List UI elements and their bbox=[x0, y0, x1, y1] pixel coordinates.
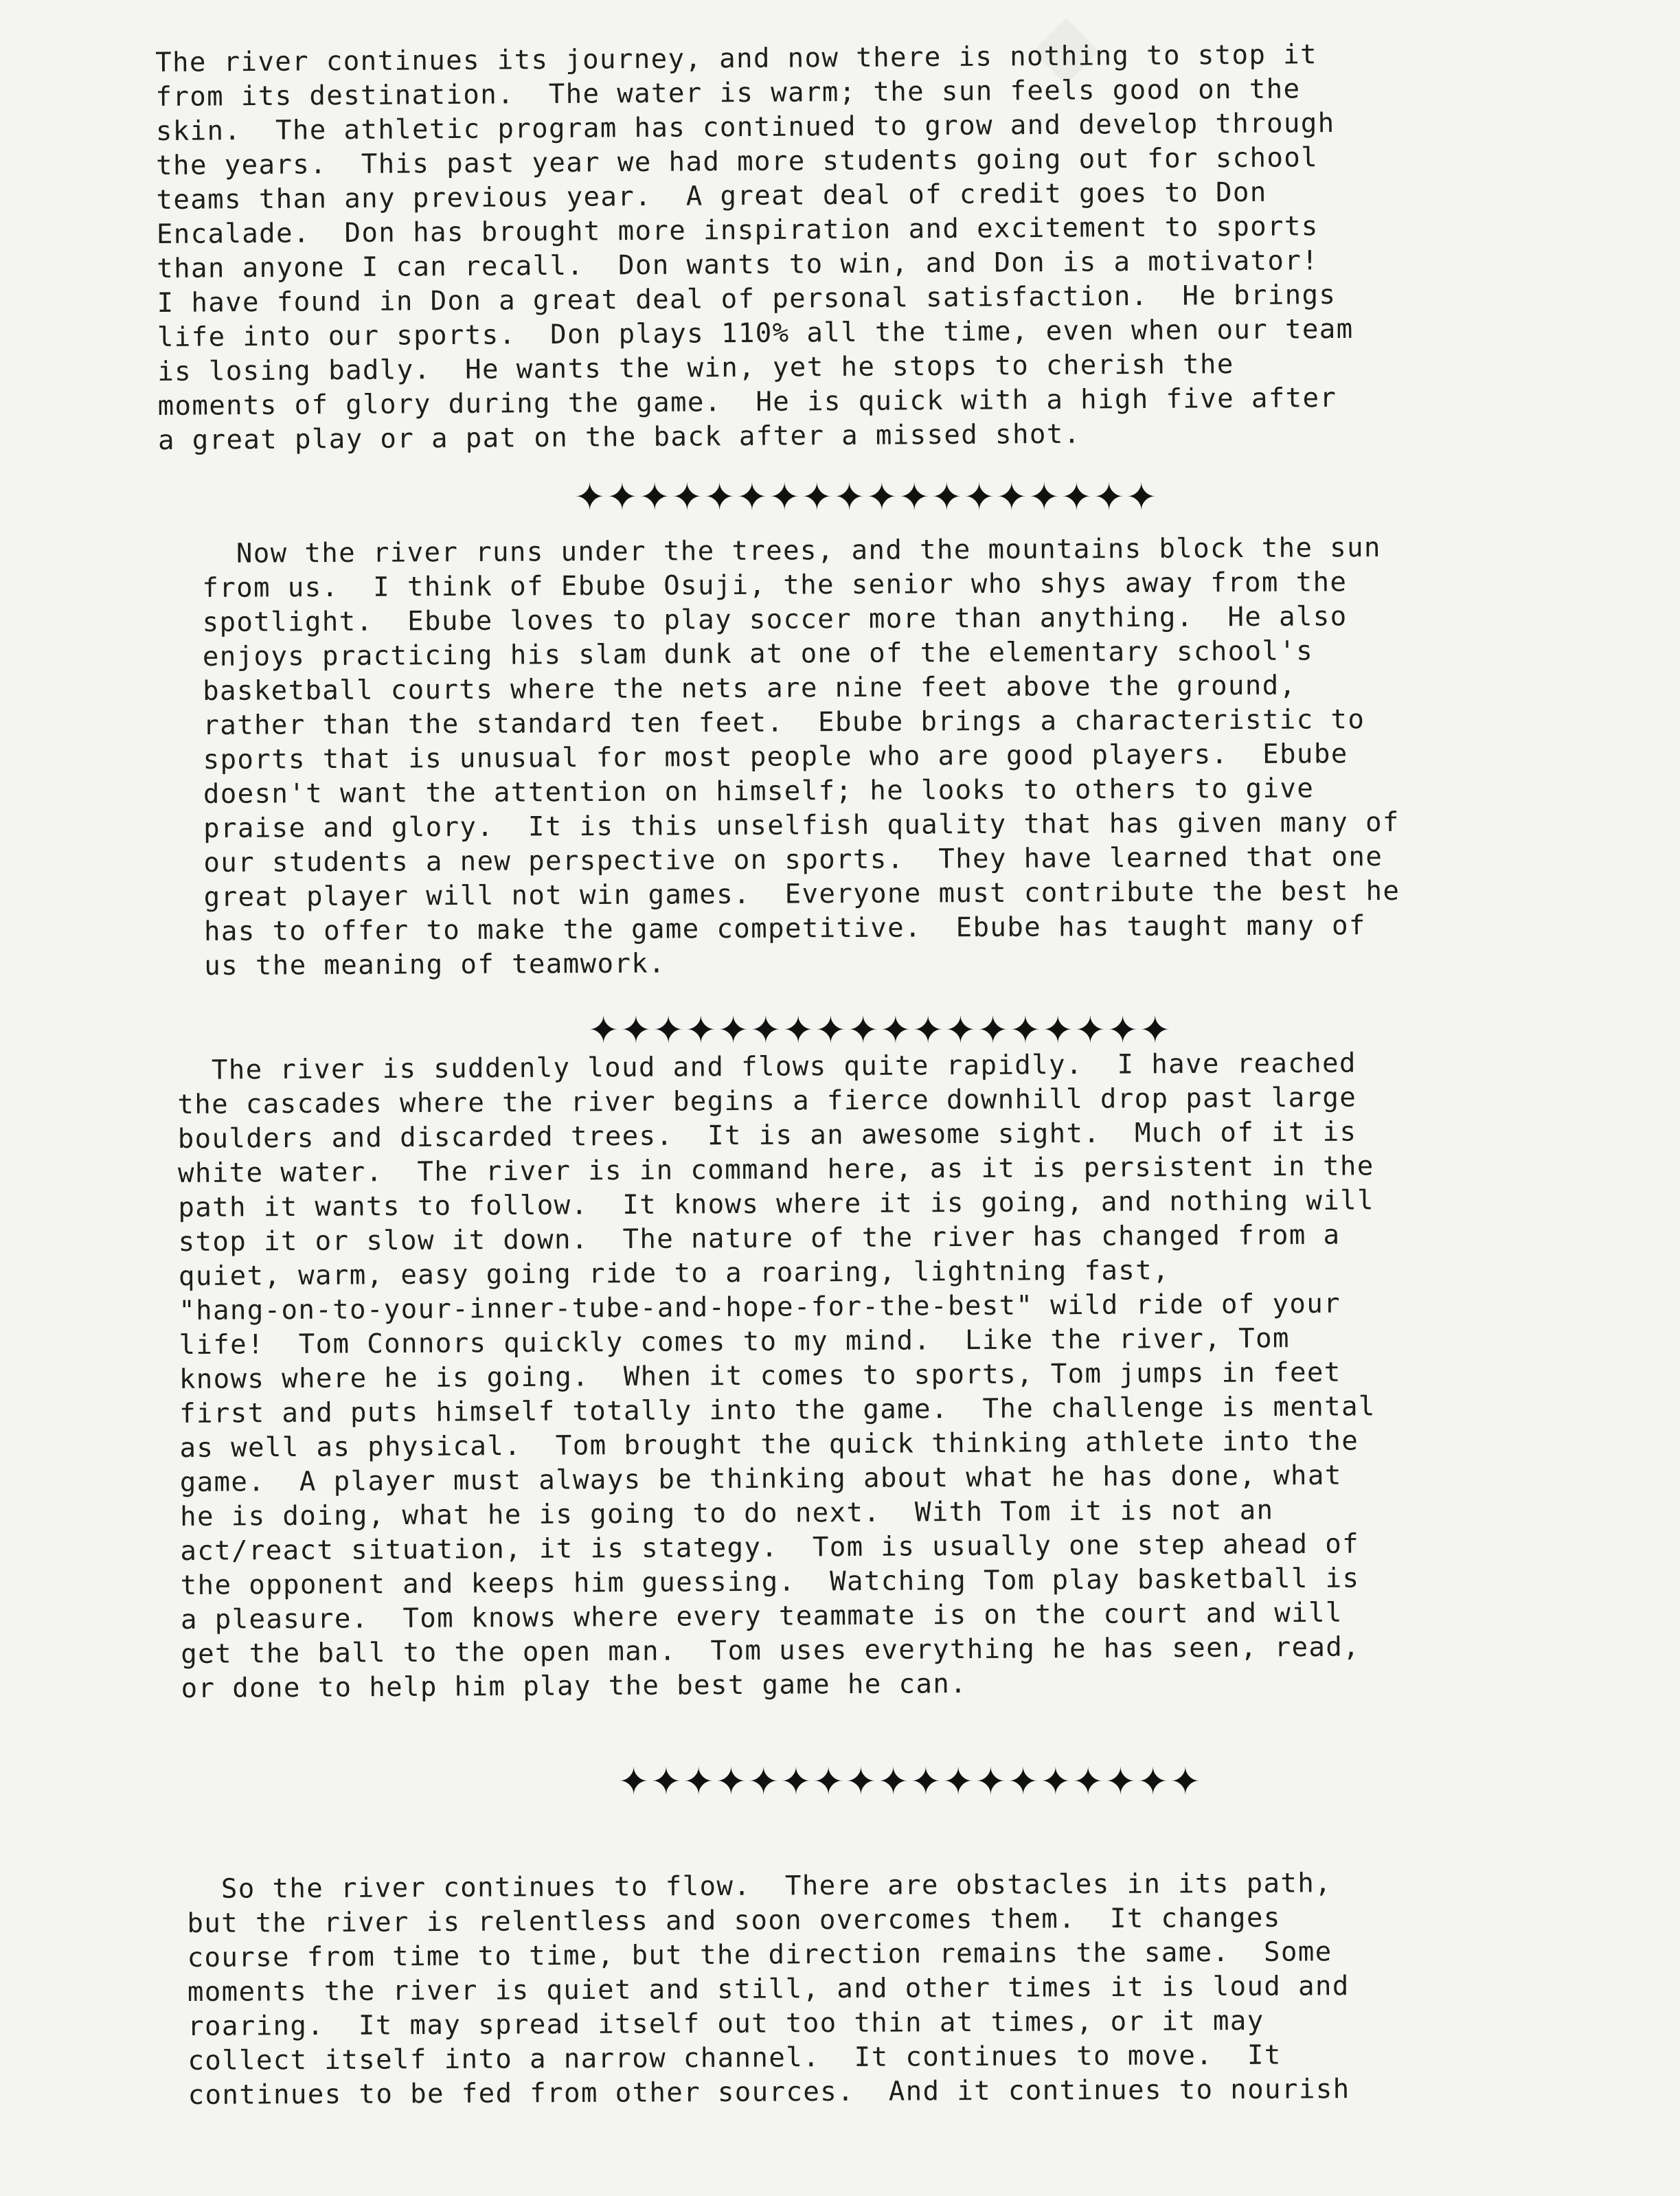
text-line: sports that is unusual for most people who are good players. Ebube bbox=[203, 738, 1348, 776]
text-line: is losing badly. He wants the win, yet he stops to cherish the bbox=[157, 349, 1234, 387]
text-line: basketball courts where the nets are nine feet above the ground, bbox=[203, 670, 1297, 707]
text-line: continues to be fed from other sources. And it continues to nourish bbox=[188, 2074, 1350, 2111]
diamond-divider-2: ✦✦✦✦✦✦✦✦✦✦✦✦✦✦✦✦✦✦ bbox=[588, 1008, 1172, 1052]
text-line: or done to help him play the best game he can. bbox=[181, 1668, 968, 1704]
text-line: the opponent and keeps him guessing. Watching Tom play basketball is bbox=[180, 1563, 1360, 1601]
text-line: I have found in Don a great deal of personal satisfaction. He brings bbox=[157, 280, 1337, 319]
diamond-divider-1: ✦✦✦✦✦✦✦✦✦✦✦✦✦✦✦✦✦✦ bbox=[574, 475, 1159, 519]
text-line: the cascades where the river begins a fierce downhill drop past large bbox=[177, 1082, 1357, 1120]
text-line: first and puts himself totally into the game. The challenge is mental bbox=[179, 1391, 1376, 1429]
text-line: us the meaning of teamwork. bbox=[204, 948, 666, 982]
text-line: course from time to time, but the direction remains the same. Some bbox=[187, 1936, 1332, 1973]
paragraph-1 bbox=[155, 38, 1354, 458]
text-line: knows where he is going. When it comes to sports, Tom jumps in feet bbox=[179, 1357, 1341, 1395]
text-line: Now the river runs under the trees, and the mountains block the sun bbox=[202, 532, 1381, 569]
text-line: but the river is relentless and soon overcomes them. It changes bbox=[187, 1902, 1281, 1939]
text-line: the years. This past year we had more students going out for school bbox=[156, 142, 1319, 181]
paragraph-4 bbox=[187, 1866, 1350, 2113]
text-line: from its destination. The water is warm; the sun feels good on the bbox=[155, 73, 1301, 113]
text-line: as well as physical. Tom brought the quick thinking athlete into the bbox=[179, 1425, 1359, 1464]
text-line: a great play or a pat on the back after a missed shot. bbox=[157, 418, 1081, 456]
paragraph-3 bbox=[177, 1046, 1377, 1706]
text-line: moments the river is quiet and still, and other times it is loud and bbox=[187, 1971, 1350, 2008]
text-line: get the ball to the open man. Tom uses everything he has seen, read, bbox=[181, 1631, 1361, 1670]
text-line: white water. The river is in command here, as it is persistent in the bbox=[177, 1151, 1374, 1189]
text-line: Encalade. Don has brought more inspiration and excitement to sports bbox=[156, 211, 1319, 250]
text-line: a pleasure. Tom knows where every teammate is on the court and will bbox=[180, 1597, 1343, 1635]
text-line: life into our sports. Don plays 110% all the time, even when our team bbox=[157, 313, 1354, 353]
text-line: our students a new perspective on sports. They have learned that one bbox=[203, 841, 1383, 879]
text-line: game. A player must always be thinking about what he has done, what bbox=[179, 1460, 1342, 1498]
text-line: boulders and discarded trees. It is an awesome sight. Much of it is bbox=[177, 1116, 1357, 1155]
text-line: great player will not win games. Everyone must contribute the best he bbox=[203, 875, 1400, 913]
diamond-divider-3: ✦✦✦✦✦✦✦✦✦✦✦✦✦✦✦✦✦✦ bbox=[618, 1760, 1203, 1803]
text-line: So the river continues to flow. There are obstacles in its path, bbox=[187, 1868, 1332, 1905]
text-line: rather than the standard ten feet. Ebube brings a characteristic to bbox=[203, 704, 1365, 741]
text-line: has to offer to make the game competitive. Ebube has taught many of bbox=[203, 910, 1366, 947]
text-line: The river continues its journey, and now there is nothing to stop it bbox=[155, 39, 1318, 78]
text-line: enjoys practicing his slam dunk at one of the elementary school's bbox=[202, 635, 1314, 672]
text-line: "hang-on-to-your-inner-tube-and-hope-for-the-best" wild ride of your bbox=[179, 1288, 1341, 1326]
text-line: act/react situation, it is stategy. Tom is usually one step ahead of bbox=[180, 1528, 1360, 1567]
text-line: from us. I think of Ebube Osuji, the senior who shys away from the bbox=[202, 567, 1348, 604]
text-line: praise and glory. It is this unselfish quality that has given many of bbox=[203, 806, 1400, 844]
text-line: path it wants to follow. It knows where it is going, and nothing will bbox=[178, 1185, 1375, 1223]
text-line: The river is suddenly loud and flows quite rapidly. I have reached bbox=[177, 1048, 1357, 1086]
text-line: stop it or slow it down. The nature of the river has changed from a bbox=[178, 1219, 1341, 1258]
text-line: quiet, warm, easy going ride to a roaring, lightning fast, bbox=[178, 1255, 1170, 1292]
text-line: skin. The athletic program has continued to grow and develop through bbox=[155, 108, 1335, 147]
text-line: spotlight. Ebube loves to play soccer more than anything. He also bbox=[202, 601, 1348, 638]
text-line: he is doing, what he is going to do next. With Tom it is not an bbox=[179, 1495, 1274, 1532]
text-line: than anyone I can recall. Don wants to win, and Don is a motivator! bbox=[157, 245, 1319, 284]
text-line: doesn't want the attention on himself; he looks to others to give bbox=[203, 773, 1315, 810]
text-line: roaring. It may spread itself out too thin at times, or it may bbox=[188, 2005, 1264, 2042]
text-line: life! Tom Connors quickly comes to my mind. Like the river, Tom bbox=[179, 1323, 1290, 1361]
text-line: teams than any previous year. A great deal of credit goes to Don bbox=[156, 177, 1267, 216]
text-line: collect itself into a narrow channel. It continues to move. It bbox=[188, 2039, 1282, 2076]
text-line: moments of glory during the game. He is quick with a high five after bbox=[157, 383, 1337, 422]
paragraph-2 bbox=[202, 531, 1400, 984]
